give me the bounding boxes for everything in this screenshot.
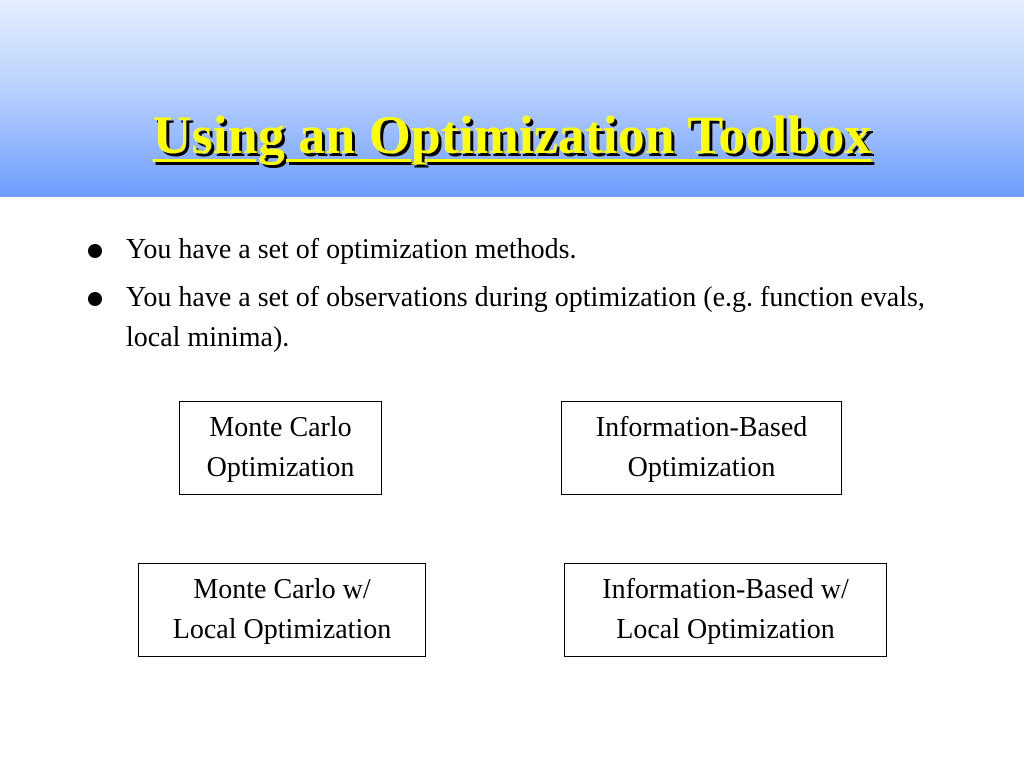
- title-banner: [0, 0, 1024, 197]
- monte-carlo-local-optimization-box: [138, 563, 426, 657]
- bullet-item: [84, 278, 944, 358]
- information-based-local-optimization-box: [564, 563, 887, 657]
- bullet-dot-icon: [88, 292, 102, 306]
- bullet-item: [84, 230, 944, 270]
- box-label-line2: Local Optimization: [172, 614, 392, 645]
- information-based-optimization-box: [561, 401, 842, 495]
- bullet-dot-icon: [88, 244, 102, 258]
- bullet-list: [84, 230, 944, 366]
- bullet-text: You have a set of observations during optimization (e.g. function evals, local minima).: [126, 282, 925, 353]
- monte-carlo-optimization-box: [179, 401, 382, 495]
- bullet-text: You have a set of optimization methods.: [126, 234, 577, 265]
- box-label-line2: Local Optimization: [616, 614, 835, 645]
- box-label-line1: Monte Carlo: [209, 412, 352, 443]
- box-label-line1: Information-Based w/: [602, 574, 849, 605]
- slide-title: Using an Optimization Toolbox: [152, 105, 872, 165]
- box-label-line2: Optimization: [206, 452, 355, 483]
- box-label-line2: Optimization: [627, 452, 776, 483]
- box-label-line1: Information-Based: [595, 412, 808, 443]
- box-label-line1: Monte Carlo w/: [193, 574, 371, 605]
